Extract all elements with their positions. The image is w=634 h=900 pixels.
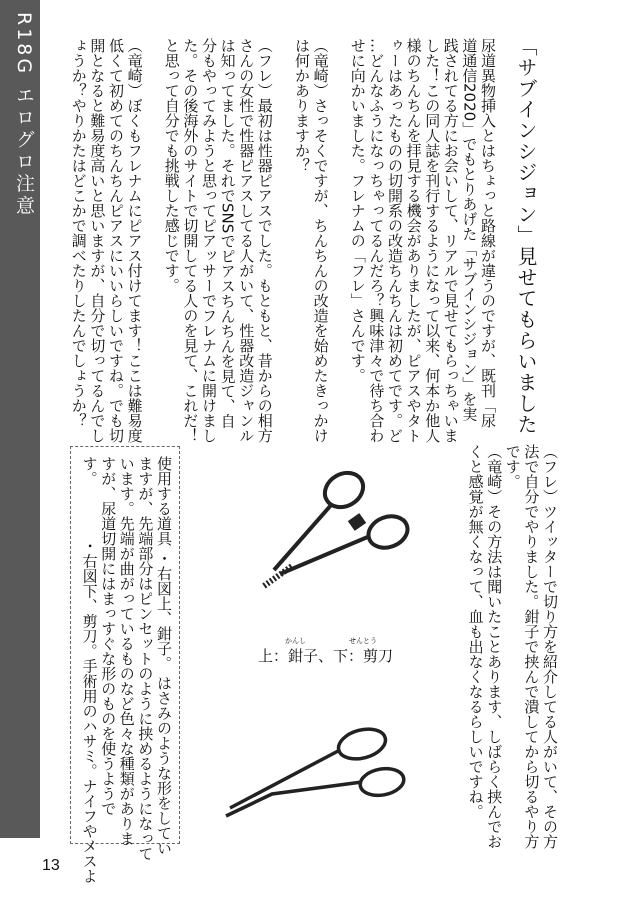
text-column: 法で自分でやりました。鉗子で挟んで潰してから切るやり方 <box>522 444 541 849</box>
text-column: 分もやってみようと思ってピアッサーでフレナムに開けまし <box>200 38 218 443</box>
text-column: 様のちんちんを拝見する機会がありましたが、ピアスやタト <box>404 38 423 443</box>
text-column: 尿道異物挿入とはちょっと路線が違うのですが、既刊「尿 <box>479 38 497 428</box>
sidebar-banner <box>0 0 40 838</box>
text-column: （竜崎）ぼくもフレナムにピアス付けてます！ここは難易度 <box>125 38 144 443</box>
text-column: した！この同人誌を刊行するようになって以来、何本か他人 <box>423 38 442 443</box>
text-column: 使用する道具 ・右図上、鉗子。 はさみのような形をしてい <box>155 456 173 856</box>
text-column: …どんなふうになっちゃってるんだろ？興味津々で待ち合わ <box>367 38 386 443</box>
text-column: （フレ）ツイッターで切り方を紹介してる人がいて、その方 <box>541 444 559 849</box>
text-column: と思って自分でも挑戦した感じです。 <box>162 38 181 293</box>
text-column: （竜崎）さっそくですが、ちんちんの改造を始めたきっかけ <box>311 38 330 443</box>
article-title: 「サブインシジョン」見せてもらいました <box>514 36 538 435</box>
sidebar-label: R18G エログロ注意 <box>13 12 35 218</box>
scissors-illustration <box>222 720 412 820</box>
text-column: です。 <box>503 444 522 489</box>
text-column: ますが、先端部分はピンセットのように挟めるようになって <box>136 456 155 861</box>
text-column: くと感覚が無くなって、血も出なくなるらしいですね。 <box>466 444 485 819</box>
text-column: す。 ・右図下、剪刀。手術用のハサミ。ナイフやメスよ <box>80 456 99 884</box>
text-column: います。先端が曲がっているものなど色々な種類がありま <box>117 456 136 846</box>
text-column: すが、尿道切開にはまっすぐな形のものを使うようで <box>99 456 118 816</box>
text-column: 践されてる方にお会いして、リアルで見せてもらっちゃいま <box>441 38 460 443</box>
caption-ruby-forceps: かんし <box>285 637 306 645</box>
caption-ruby-scissors: せんとう <box>349 637 377 645</box>
forceps-illustration <box>262 470 422 600</box>
text-column: （フレ）最初は性器ピアスでした。もともと、昔からの相方 <box>255 38 274 443</box>
page-number: 13 <box>42 857 60 874</box>
text-column: は知ってました。それでSNSでピアスちんちんを見て、自 <box>218 38 237 429</box>
text-column: は何かありますか？ <box>293 38 311 173</box>
text-column: 開となると難易度高いと思いますが、自分で切ってるんでし <box>88 38 107 443</box>
text-column: 低くて初めてのちんちんピアスにいいらしいですね。でも切 <box>107 38 125 443</box>
text-column: 道通信2020」でもとりあげた「サブインシジョン」を実 <box>460 38 479 422</box>
figure-caption: 上：鉗子、下：剪刀 <box>258 647 394 665</box>
text-column: さんの女性で性器ピアスしてる人がいて、性器改造ジャンル <box>237 38 256 443</box>
text-column: （竜崎）その方法は聞いたことあります、しばらく挟んでお <box>485 444 504 849</box>
text-column: せに向かいました。フレナムの「フレ」さんです。 <box>348 38 367 383</box>
text-column: ょうか？やりかたはどこかで調べたりしたんでしょうか？ <box>69 38 88 428</box>
text-column: ゥーはあったものの切開系の改造ちんちんは初めてです。ど <box>386 38 404 443</box>
text-column: た。その後海外のサイトで切開してる人のを見て、これだ！ <box>181 38 200 443</box>
